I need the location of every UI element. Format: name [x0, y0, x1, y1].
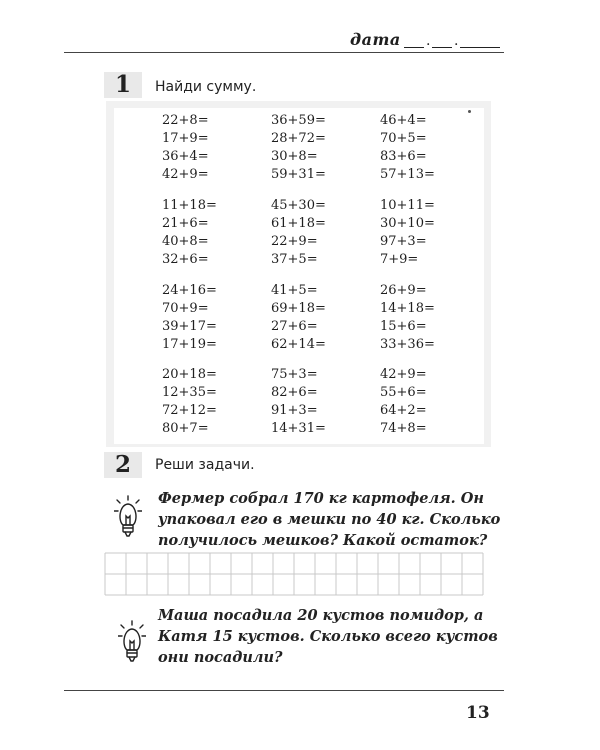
footer-rule: [64, 690, 504, 691]
sum-example: 40+8=: [162, 234, 209, 249]
sum-example: 59+31=: [271, 167, 326, 182]
examples-panel: [114, 108, 484, 444]
sum-example: 42+9=: [162, 167, 209, 182]
sum-example: 36+59=: [271, 113, 326, 128]
problem-2-line: Маша посадила 20 кустов помидор, а: [158, 607, 484, 624]
example-column: [162, 197, 217, 269]
example-column: [380, 197, 435, 269]
sum-example: 80+7=: [162, 421, 209, 436]
date-year-blank: [460, 47, 500, 48]
page-number: 13: [466, 703, 490, 723]
sum-example: 26+9=: [380, 283, 427, 298]
example-column: [162, 112, 209, 184]
sum-example: 55+6=: [380, 385, 427, 400]
sum-example: 17+19=: [162, 337, 217, 352]
date-month-blank: [432, 47, 452, 48]
sum-example: 82+6=: [271, 385, 318, 400]
sum-example: 15+6=: [380, 319, 427, 334]
problem-1-line: получилось мешков? Какой остаток?: [158, 532, 488, 549]
answer-grid[interactable]: [104, 552, 484, 596]
header-rule: [64, 52, 504, 53]
date-day-blank: [404, 47, 424, 48]
panel-dot-mark: [468, 110, 471, 113]
sum-example: 74+8=: [380, 421, 427, 436]
sum-example: 30+8=: [271, 149, 318, 164]
task2-title: Реши задачи.: [155, 457, 255, 473]
sum-example: 64+2=: [380, 403, 427, 418]
sum-example: 69+18=: [271, 301, 326, 316]
sum-example: 62+14=: [271, 337, 326, 352]
sum-example: 72+12=: [162, 403, 217, 418]
sum-example: 37+5=: [271, 252, 318, 267]
example-column: [271, 112, 326, 184]
example-column: [162, 282, 217, 354]
sum-example: 10+11=: [380, 198, 435, 213]
sum-example: 27+6=: [271, 319, 318, 334]
lightbulb-icon: [114, 495, 142, 539]
sum-example: 83+6=: [380, 149, 427, 164]
sum-example: 61+18=: [271, 216, 326, 231]
example-column: [162, 366, 217, 438]
sum-example: 28+72=: [271, 131, 326, 146]
sum-example: 39+17=: [162, 319, 217, 334]
problem-2-text: [158, 605, 498, 668]
sum-example: 97+3=: [380, 234, 427, 249]
task1-number-badge: 1: [104, 72, 142, 98]
sum-example: 14+18=: [380, 301, 435, 316]
example-column: [380, 282, 435, 354]
example-column: [271, 366, 326, 438]
example-column: [271, 282, 326, 354]
lightbulb-icon: [118, 620, 146, 664]
sum-example: 70+9=: [162, 301, 209, 316]
sum-example: 36+4=: [162, 149, 209, 164]
problem-2-line: Катя 15 кустов. Сколько всего кустов: [158, 628, 498, 645]
sum-example: 22+8=: [162, 113, 209, 128]
sum-example: 41+5=: [271, 283, 318, 298]
sum-example: 46+4=: [380, 113, 427, 128]
date-blanks: [404, 28, 500, 48]
sum-example: 75+3=: [271, 367, 318, 382]
date-separator: .: [426, 33, 431, 49]
sum-example: 14+31=: [271, 421, 326, 436]
problem-1-line: упаковал его в мешки по 40 кг. Сколько: [158, 511, 501, 528]
problem-1-line: Фермер собрал 170 кг картофеля. Он: [158, 490, 484, 507]
sum-example: 57+13=: [380, 167, 435, 182]
sum-example: 12+35=: [162, 385, 217, 400]
sum-example: 45+30=: [271, 198, 326, 213]
sum-example: 20+18=: [162, 367, 217, 382]
example-column: [271, 197, 326, 269]
sum-example: 70+5=: [380, 131, 427, 146]
sum-example: 22+9=: [271, 234, 318, 249]
problem-1-text: [158, 488, 500, 551]
sum-example: 30+10=: [380, 216, 435, 231]
problem-2-line: они посадили?: [158, 649, 283, 666]
sum-example: 21+6=: [162, 216, 209, 231]
sum-example: 24+16=: [162, 283, 217, 298]
sum-example: 32+6=: [162, 252, 209, 267]
sum-example: 11+18=: [162, 198, 217, 213]
example-column: [380, 366, 427, 438]
sum-example: 91+3=: [271, 403, 318, 418]
example-column: [380, 112, 435, 184]
date-label: дата: [350, 30, 401, 49]
task2-number-badge: 2: [104, 452, 142, 478]
task1-title: Найди сумму.: [155, 79, 257, 95]
sum-example: 17+9=: [162, 131, 209, 146]
sum-example: 33+36=: [380, 337, 435, 352]
date-separator: .: [454, 33, 459, 49]
sum-example: 7+9=: [380, 252, 419, 267]
sum-example: 42+9=: [380, 367, 427, 382]
